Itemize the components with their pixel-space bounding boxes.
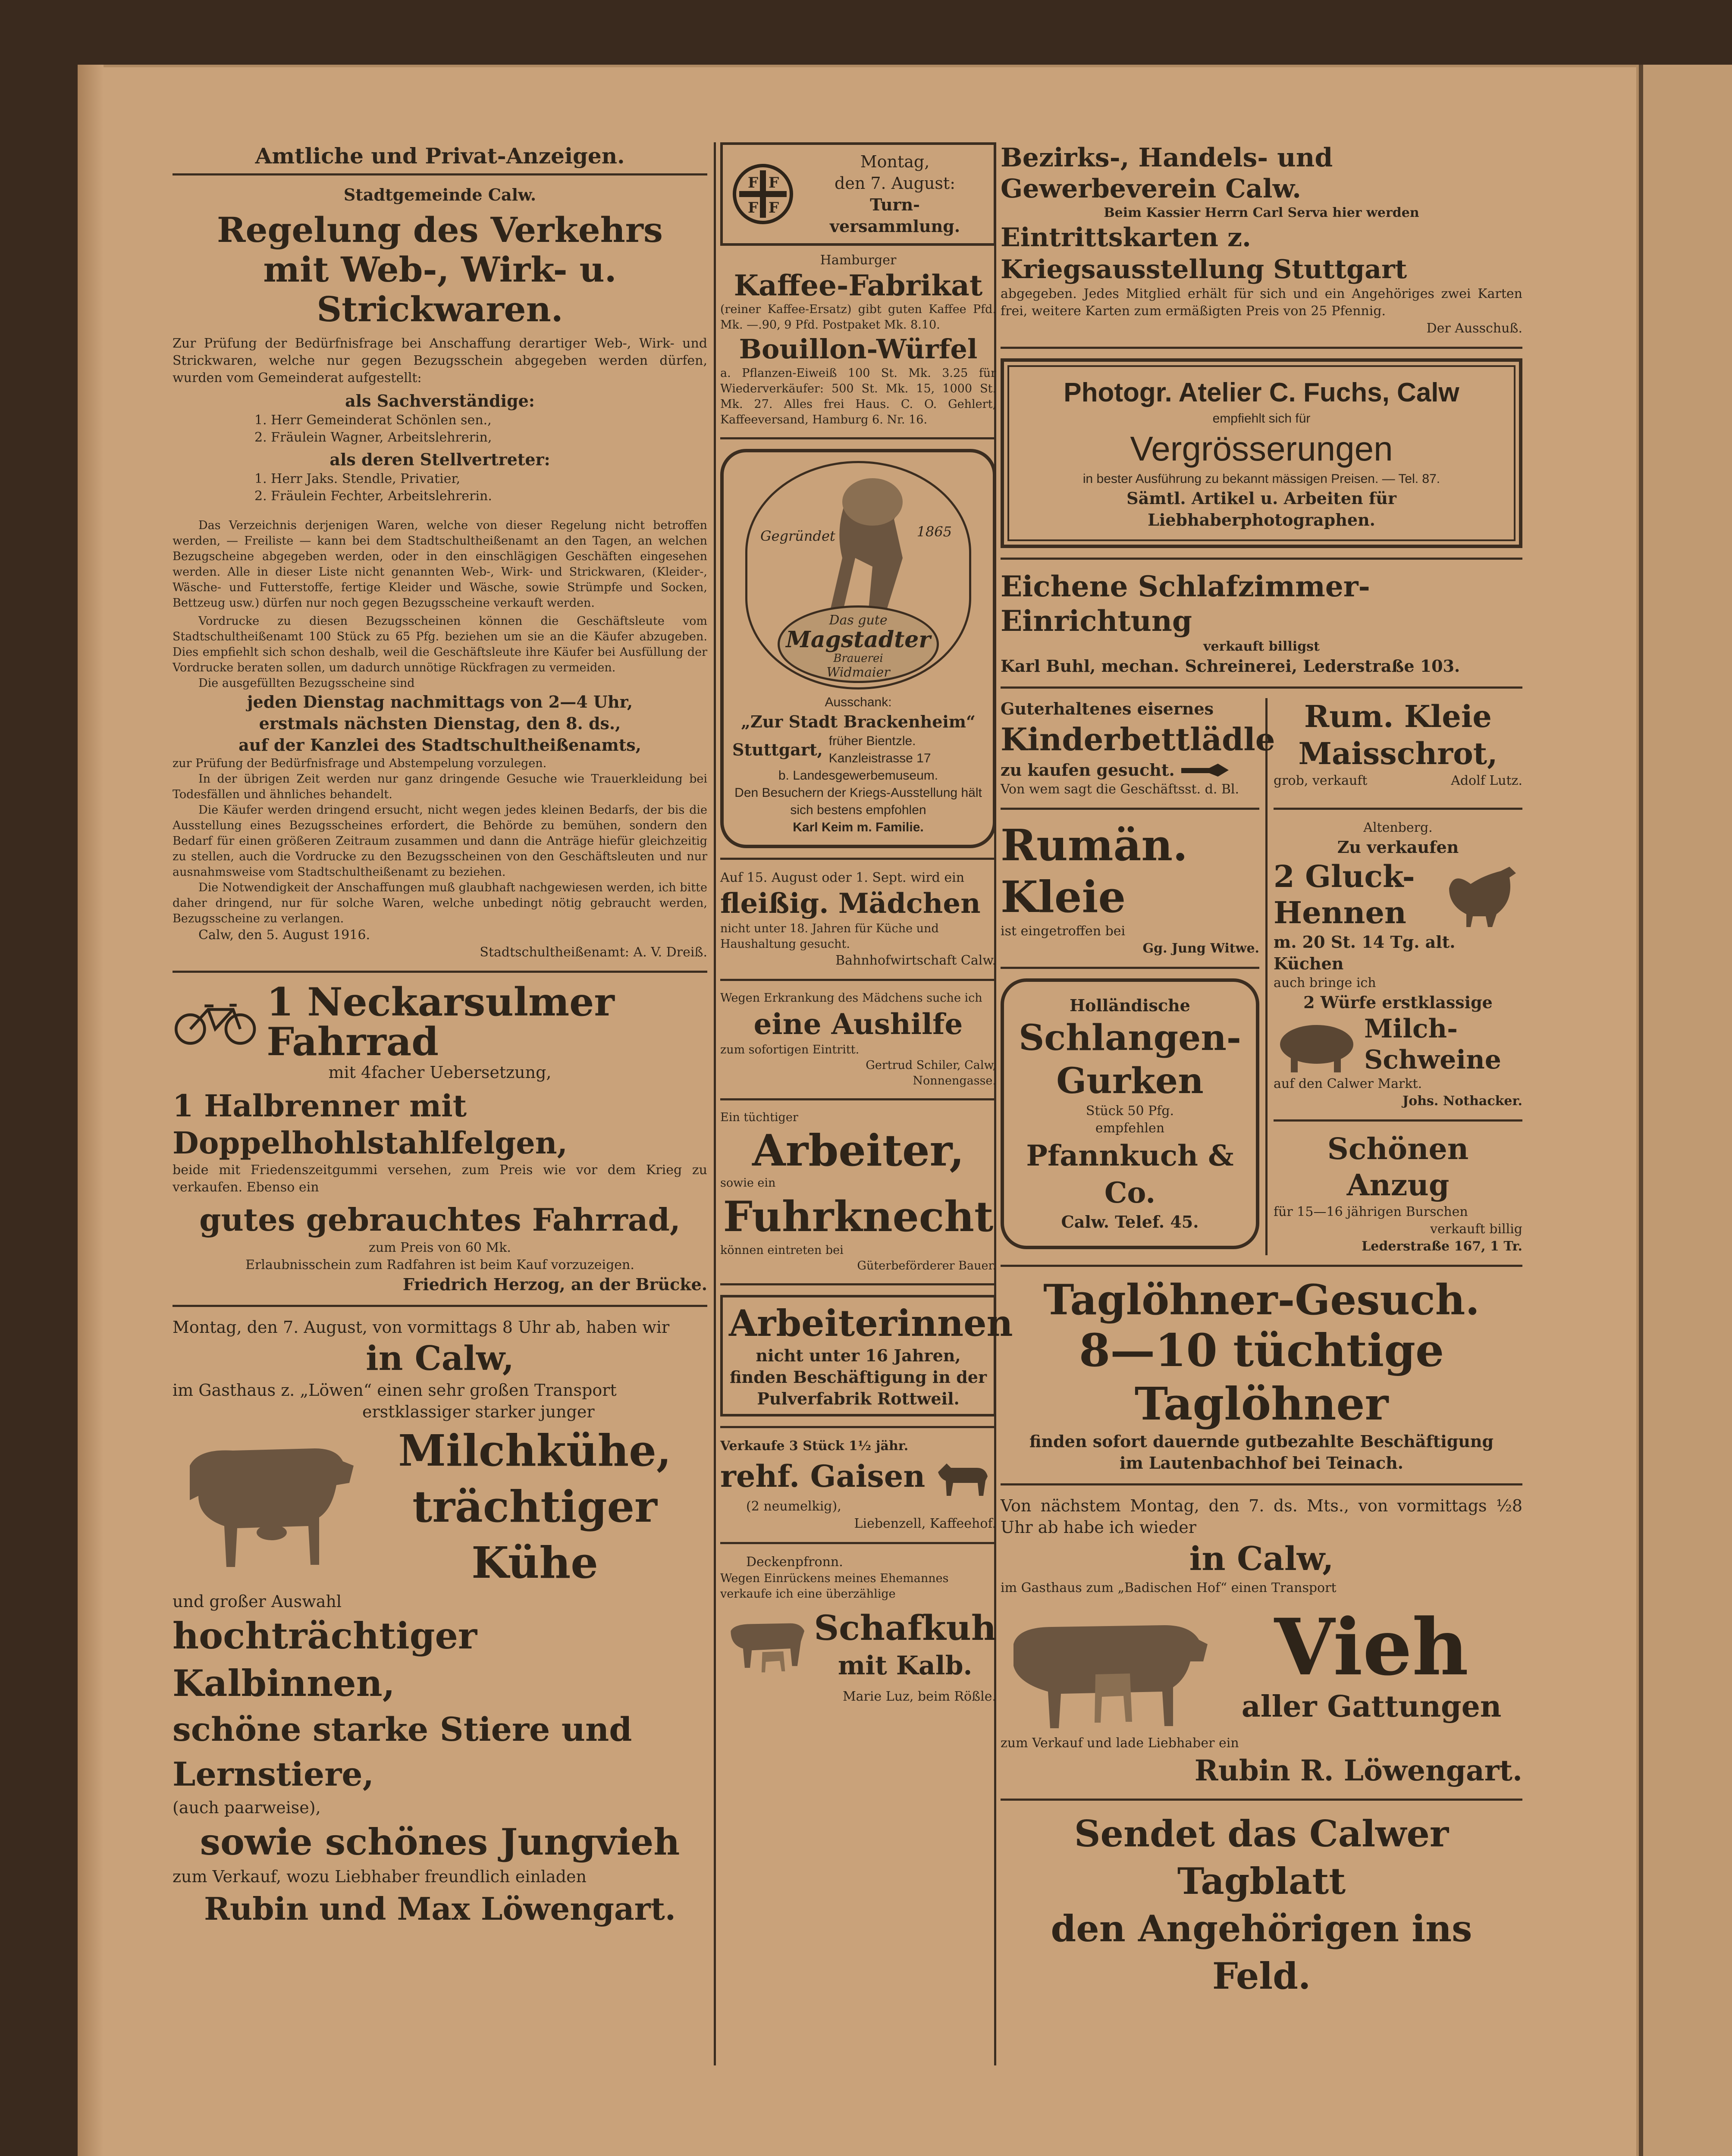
signature: Johs. Nothacker. <box>1403 1094 1522 1109</box>
divider <box>720 1426 996 1428</box>
big-jungvieh: sowie schönes Jungvieh <box>200 1821 680 1863</box>
gear-line: mit 4facher Uebersetzung, <box>328 1063 552 1082</box>
paragraph-5: In der übrigen Zeit werden nur ganz dringende Gesuche wie Trauerkleidung bei Todesfällen und ähnliches behandelt. <box>173 772 707 801</box>
deputy-1: 1. Herr Jaks. Stendle, Privatier, <box>254 471 461 486</box>
line-1: Zu verkaufen <box>1337 837 1459 857</box>
event-1: Turn- <box>870 195 920 214</box>
ad-gaisen <box>720 1438 996 1532</box>
ausschank: Ausschank: <box>825 695 892 709</box>
ad-turnverein <box>720 142 996 246</box>
ad-verkehr-regelung <box>173 184 707 961</box>
line-1: nicht unter 16 Jahren, <box>756 1346 961 1365</box>
place: in Calw, <box>1189 1539 1334 1578</box>
used-bike-line: gutes gebrauchtes Fahrrad, <box>199 1201 681 1238</box>
title: Taglöhner-Gesuch. <box>1043 1275 1480 1324</box>
text: Den Besuchern der Kriegs-Ausstellung hält sich bestens empfohlen <box>734 786 982 817</box>
big: Vieh <box>1274 1602 1469 1693</box>
ad-arbeiter <box>720 1110 996 1274</box>
cattle-illustration-icon <box>1001 1597 1216 1735</box>
line-2: den Angehörigen ins Feld. <box>1051 1907 1472 1997</box>
day: Montag, <box>860 152 930 171</box>
title-2: Bouillon-Würfel <box>739 333 978 365</box>
address-2: Kanzleistrasse 17 <box>828 751 931 765</box>
title: 2 Gluck- <box>1274 859 1415 894</box>
big-kalbinnen: hochträchtiger Kalbinnen, <box>173 1614 477 1705</box>
signature-1: Gertrud Schiler, Calw, <box>866 1059 996 1072</box>
signature: Friedrich Herzog, an der Brücke. <box>402 1275 707 1294</box>
bold-line-1: jeden Dienstag nachmittags von 2—4 Uhr, <box>247 692 633 711</box>
line-1: finden sofort dauernde gutbezahlte Beschäftigung <box>1029 1432 1494 1451</box>
inn-name: „Zur Stadt Brackenheim“ <box>741 712 976 731</box>
turnverein-emblem-icon <box>731 162 795 226</box>
city: Stuttgart, <box>732 740 823 759</box>
sub: empfiehlt sich für <box>1212 411 1311 426</box>
big-1: Milch- <box>1364 1014 1458 1044</box>
date-line: Calw, den 5. August 1916. <box>198 928 370 943</box>
line-2: im Lautenbachhof bei Teinach. <box>1120 1453 1403 1473</box>
signature: Lederstraße 167, 1 Tr. <box>1362 1239 1522 1254</box>
title: Kinderbettlädle <box>1001 721 1275 758</box>
hen-icon <box>1440 858 1522 931</box>
title: Bezirks-, Handels- und Gewerbeverein Calw. <box>1001 143 1333 204</box>
paragraph-3: Die ausgefüllten Bezugsscheine sind <box>198 677 415 690</box>
intro: Ein tüchtiger <box>720 1111 798 1124</box>
line-2: finden Beschäftigung in der <box>730 1367 987 1387</box>
address-1: früher Bientzle. <box>828 734 916 748</box>
divider <box>1001 808 1259 810</box>
paragraph-2: Vordrucke zu diesen Bezugsscheinen können die Geschäftsleute vom Stadtschultheißenamt 100 Stück zu 65 Pfg. beziehen um sie an die Käufer abzugeben. Dies empfiehlt sich schon deshalb, weil die Geschäftsleute ihre Käufer bei Ausfüllung der Vordrucke beraten sollen, um dadurch unnötige Rückfragen zu vermeiden. <box>173 614 707 674</box>
pig-icon <box>1274 1014 1360 1075</box>
issuer: Stadtgemeinde Calw. <box>343 185 537 204</box>
big-2: aller Gattungen <box>1241 1689 1502 1724</box>
signature: Rubin und Max Löwengart. <box>204 1890 676 1927</box>
ad-kleie <box>1268 698 1522 798</box>
price-line: zum Preis von 60 Mk. <box>369 1240 511 1255</box>
ad-maedchen <box>720 869 996 969</box>
divider <box>720 1542 996 1544</box>
intro: Wegen Einrückens meines Ehemannes verkaufe ich eine überzählige <box>720 1572 949 1601</box>
line-5: zum Verkauf, wozu Liebhaber freundlich einladen <box>173 1867 587 1886</box>
line-3: Von wem sagt die Geschäftsst. d. Bl. <box>1001 782 1239 797</box>
title-2: Maisschrot, <box>1298 736 1498 771</box>
title: Schafkuh <box>814 1608 996 1648</box>
divider <box>720 979 996 981</box>
bold-line-2: erstmals nächsten Dienstag, den 8. ds., <box>259 714 621 733</box>
ad-arbeiterinnen <box>720 1295 1013 1416</box>
cow-with-calf-icon <box>720 1602 811 1688</box>
ad-gewerbeverein <box>1001 142 1522 337</box>
near: b. Landesgewerbemuseum. <box>778 768 938 783</box>
price: Stück 50 Pfg. <box>1086 1103 1174 1119</box>
brewery-oval <box>745 461 971 689</box>
intro: Von nächstem Montag, den 7. ds. Mts., von vormittags ½8 Uhr ab habe ich wieder <box>1001 1496 1522 1537</box>
title: Photogr. Atelier C. Fuchs, Calw <box>1064 378 1459 407</box>
line-1: ist eingetroffen bei <box>1001 924 1126 939</box>
paragraph-7: Die Notwendigkeit der Anschaffungen muß glaubhaft nachgewiesen werden, ich bitte daher dringend, nur für solche Waren, welche unbedingt nötig gebraucht werden, Bezugsscheine zu verlangen. <box>173 881 707 925</box>
page-fold-shadow <box>78 65 104 2156</box>
intro-text: Zur Prüfung der Bedürfnisfrage bei Anschaffung derartiger Web-, Wirk- und Strickwaren, welche nur gegen Bezugsschein abgegeben werden dürfen, wurden vom Gemeinderat aufgestellt: <box>173 336 707 385</box>
mid: sowie ein <box>720 1176 776 1190</box>
event-2: versammlung. <box>829 216 960 236</box>
title-2: Hennen <box>1274 895 1406 931</box>
column-2 <box>720 142 1013 1705</box>
line-3: Pulverfabrik Rottweil. <box>757 1389 960 1408</box>
brewer-figure-icon <box>765 472 980 627</box>
pointing-hand-icon <box>1179 761 1231 779</box>
divider <box>173 1305 707 1307</box>
section-title: Amtliche und Privat-Anzeigen. <box>255 143 625 169</box>
headline-1: Regelung des Verkehrs <box>217 210 663 250</box>
ad-gurken <box>1001 978 1259 1249</box>
line-3: auch bringe ich <box>1274 975 1376 990</box>
ad-kaffee <box>720 252 996 428</box>
line-5: auf den Calwer Markt. <box>1274 1076 1422 1091</box>
line-4: 2 Würfe erstklassige <box>1303 993 1493 1012</box>
body: zum sofortigen Eintritt. <box>720 1043 860 1056</box>
ad-schafkuh <box>720 1554 996 1705</box>
big-2: Schweine <box>1364 1045 1501 1075</box>
svg-text:F: F <box>748 199 759 216</box>
title: eine Aushilfe <box>753 1007 963 1041</box>
signature: Adolf Lutz. <box>1451 773 1522 788</box>
signature: Gg. Jung Witwe. <box>1142 941 1259 956</box>
svg-text:F: F <box>748 174 759 191</box>
divider <box>720 1098 996 1100</box>
bold-line-3: auf der Kanzlei des Stadtschultheißenamts, <box>238 735 641 755</box>
title: Arbeiterinnen <box>729 1302 1013 1344</box>
line-2: empfehlen <box>1095 1121 1165 1136</box>
signature: Der Ausschuß. <box>1426 321 1522 336</box>
line-2: verkauft billig <box>1430 1222 1522 1237</box>
brand-line-2: Magstadter <box>786 627 931 653</box>
headline-2: mit Web-, Wirk- u. Strickwaren. <box>263 249 617 329</box>
signature: Bahnhofwirtschaft Calw. <box>835 953 996 968</box>
title: Arbeiter, <box>752 1125 964 1176</box>
place: Deckenpfronn. <box>746 1554 843 1570</box>
title: Rumän. Kleie <box>1001 820 1188 922</box>
divider <box>1001 558 1522 560</box>
big: Eintrittskarten z. Kriegsausstellung Stuttgart <box>1001 222 1407 285</box>
paragraph-4: zur Prüfung der Bedürfnisfrage und Abstempelung vorzulegen. <box>173 757 547 770</box>
line-3: und großer Auswahl <box>173 1592 342 1611</box>
ad-tagloehner <box>1001 1276 1522 1474</box>
intro: Auf 15. August oder 1. Sept. wird ein <box>720 870 965 885</box>
expert-2: 2. Fräulein Wagner, Arbeitslehrerin, <box>254 430 492 445</box>
line-4: (auch paarweise), <box>173 1798 321 1817</box>
title: Eichene Schlafzimmer-Einrichtung <box>1001 570 1370 638</box>
column-3 <box>1001 142 1522 2000</box>
brand-line-3: Brauerei <box>833 652 883 665</box>
signature-2: Nonnengasse. <box>913 1074 996 1087</box>
line-1: im Gasthaus z. „Löwen“ einen sehr großen Transport <box>173 1381 617 1400</box>
sub: verkauft billigst <box>1203 639 1320 654</box>
column-rule-1 <box>714 142 716 2065</box>
line-2: m. 20 St. 14 Tg. alt. Küchen <box>1274 932 1456 973</box>
divider <box>1001 686 1522 689</box>
experts-heading: als Sachverständige: <box>345 391 535 411</box>
line-2: zum Verkauf und lade Liebhaber ein <box>1001 1736 1239 1751</box>
brand-oval <box>778 605 939 683</box>
line: in bester Ausführung zu bekannt mässigen Preisen. — Tel. 87. <box>1082 472 1440 486</box>
line-1: Verkaufe 3 Stück 1½ jähr. <box>720 1438 909 1454</box>
expert-1: 1. Herr Gemeinderat Schönlen sen., <box>254 413 492 428</box>
divider <box>720 1283 996 1285</box>
brand-line-1: Das gute <box>829 613 888 628</box>
divider <box>173 971 707 973</box>
ad-kinderbett <box>1001 698 1275 798</box>
ad-photo-atelier <box>1001 358 1522 548</box>
right-stack <box>1268 798 1522 1255</box>
brand-line-4: Widmaier <box>826 665 890 680</box>
line: Karl Buhl, mechan. Schreinerei, Lederstraße 103. <box>1001 656 1460 676</box>
big-milchkuehe: Milchkühe, <box>398 1425 671 1476</box>
line-2: erstklassiger starker junger <box>362 1402 595 1421</box>
title-2: Gurken <box>1056 1060 1204 1102</box>
bicycle-icon <box>173 994 258 1050</box>
line-2: zu kaufen gesucht. <box>1001 760 1175 780</box>
deputies-heading: als deren Stellvertreter: <box>329 450 550 469</box>
title-1: Schlangen- <box>1019 1017 1241 1059</box>
divider <box>1001 1265 1522 1267</box>
ad-vieh <box>1001 1495 1522 1789</box>
signature: Marie Luz, beim Rößle. <box>842 1689 996 1704</box>
divider <box>173 173 707 175</box>
ad-fahrrad <box>173 979 707 1295</box>
big: 8—10 tüchtige Taglöhner <box>1079 1324 1444 1430</box>
intro: Wegen Erkrankung des Mädchens suche ich <box>720 991 982 1005</box>
left-stack <box>1001 798 1268 1255</box>
title: Kaffee-Fabrikat <box>734 269 983 302</box>
ad-rumaen-kleie <box>1001 819 1259 957</box>
title-2: mit Kalb. <box>838 1651 973 1681</box>
line: grob, verkauft <box>1274 773 1368 788</box>
big: Vergrösserungen <box>1130 429 1393 468</box>
svg-text:F: F <box>769 174 779 191</box>
ad-schlafzimmer <box>1001 569 1522 677</box>
ad-anzug <box>1274 1131 1522 1255</box>
place: in Calw, <box>366 1339 514 1378</box>
headline: 1 Neckarsulmer Fahrrad <box>267 979 615 1065</box>
divider <box>1274 808 1522 810</box>
cow-illustration-icon <box>173 1401 358 1591</box>
intro: Montag, den 7. August, von vormittags 8 Uhr ab, haben wir <box>173 1318 670 1337</box>
line-1: im Gasthaus zum „Badischen Hof“ einen Transport <box>1001 1580 1337 1595</box>
body: abgegeben. Jedes Mitglied erhält für sich und ein Angehöriges zwei Karten frei, weitere Karten zum ermäßigten Preis von 25 Pfennig. <box>1001 286 1522 319</box>
body: können eintreten bei <box>720 1244 844 1257</box>
row-kinderbett-kleie <box>1001 698 1522 798</box>
ad-tagblatt <box>1001 1810 1522 2000</box>
line-1: Guterhaltenes eisernes <box>1001 699 1214 718</box>
title: Schönen Anzug <box>1327 1132 1469 1203</box>
adjacent-page-edge <box>1639 65 1732 2156</box>
title: rehf. Gaisen <box>720 1458 926 1494</box>
line-2: (2 neumelkig), <box>746 1499 841 1514</box>
signature: Güterbeförderer Bauer. <box>857 1259 996 1272</box>
founded-year: 1865 <box>916 523 952 540</box>
row-rumaen-gluck <box>1001 798 1522 1255</box>
ad-gluckhennen <box>1274 819 1522 1110</box>
halbrenner-line: 1 Halbrenner mit Doppelhohlstahlfelgen, <box>173 1088 568 1161</box>
divider <box>1001 347 1522 349</box>
date: den 7. August: <box>835 174 955 193</box>
description: beide mit Friedenszeitgummi versehen, zum Preis wie vor dem Krieg zu verkaufen. Ebenso ein <box>173 1163 707 1195</box>
goat-icon <box>929 1455 994 1498</box>
footer: Calw. Telef. 45. <box>1061 1212 1199 1232</box>
body: nicht unter 18. Jahren für Küche und Haushaltung gesucht. <box>720 922 939 951</box>
permit-line: Erlaubnisschein zum Radfahren ist beim Kauf vorzuzeigen. <box>245 1257 634 1272</box>
svg-text:F: F <box>769 199 779 216</box>
big-stiere: schöne starke Stiere und Lernstiere, <box>173 1710 632 1793</box>
signature: Liebenzell, Kaffeehof. <box>854 1516 996 1531</box>
line-1: Beim Kassier Herrn Carl Serva hier werden <box>1104 205 1419 220</box>
divider <box>1001 1799 1522 1801</box>
title-2: Fuhrknecht <box>723 1192 994 1241</box>
signature: Stadtschultheißenamt: A. V. Dreiß. <box>480 945 707 960</box>
divider <box>720 858 996 860</box>
column-1 <box>173 142 707 1930</box>
top: Hamburger <box>820 253 897 268</box>
divider <box>1001 1483 1522 1485</box>
ad-brauerei <box>720 449 996 848</box>
ad-milchkuehe <box>173 1316 707 1930</box>
line-1: Holländische <box>1070 996 1190 1015</box>
divider <box>1001 967 1259 969</box>
deputy-2: 2. Fräulein Fechter, Arbeitslehrerin. <box>254 489 492 504</box>
line-1: für 15—16 jährigen Burschen <box>1274 1204 1468 1219</box>
line-1: Sendet das Calwer Tagblatt <box>1074 1812 1449 1902</box>
signature: Rubin R. Löwengart. <box>1194 1754 1522 1787</box>
title: Rum. Kleie <box>1304 699 1492 734</box>
signature: Karl Keim m. Familie. <box>793 820 924 834</box>
big-traechtige: trächtiger Kühe <box>412 1481 657 1588</box>
founded: Gegründet <box>760 528 835 544</box>
divider <box>1274 1119 1522 1122</box>
paragraph-6: Die Käufer werden dringend ersucht, nicht wegen jedes kleinen Bedarfs, der bis die Ausstellung eines Bezugsscheines erfordert, die Behörde zu bemühen, sondern den Bedarf für einen größeren Zeitraum zusammen und dann die Anträge hiefür gleichzeitig zu stellen, auch die Vordrucke zu den Bezugsscheinen von den Geschäftsleuten und nur ausnahmsweise vom Stadtschultheißenamt zu beziehen. <box>173 803 707 879</box>
divider <box>720 437 996 439</box>
body-2: a. Pflanzen-Eiweiß 100 St. Mk. 3.25 für Wiederverkäufer: 500 St. Mk. 15, 1000 St. Mk. 27. Alles frei Haus. C. O. Gehlert, Kaffeeversand, Hamburg 6. Nr. 16. <box>720 367 996 426</box>
title: fleißig. Mädchen <box>720 887 981 920</box>
line-2: Sämtl. Artikel u. Arbeiten für Liebhaberphotographen. <box>1126 489 1396 530</box>
body: (reiner Kaffee-Ersatz) gibt guten Kaffee Pfd. Mk. —.90, 9 Pfd. Postpaket Mk. 8.10. <box>720 303 996 332</box>
name: Pfannkuch & Co. <box>1026 1139 1234 1210</box>
place: Altenberg. <box>1363 820 1433 835</box>
paragraph-1: Das Verzeichnis derjenigen Waren, welche von dieser Regelung nicht betroffen werden, — Freiliste — kann bei dem Stadtschultheißenamt an den Tagen, an welchen Bezugscheine abgegeben werden, oder in den einschlägigen Geschäften eingesehen werden. Alle in dieser Liste nicht genannten Web-, Wirk- und Strickwaren, (Kleider-, Wäsche- und Futterstoffe, fertige Kleider und Wäsche, sowie Strümpfe und Socken, Bettzeug usw.) dürfen nur noch gegen Bezugsscheine verkauft werden. <box>173 519 707 610</box>
ad-aushilfe <box>720 990 996 1089</box>
